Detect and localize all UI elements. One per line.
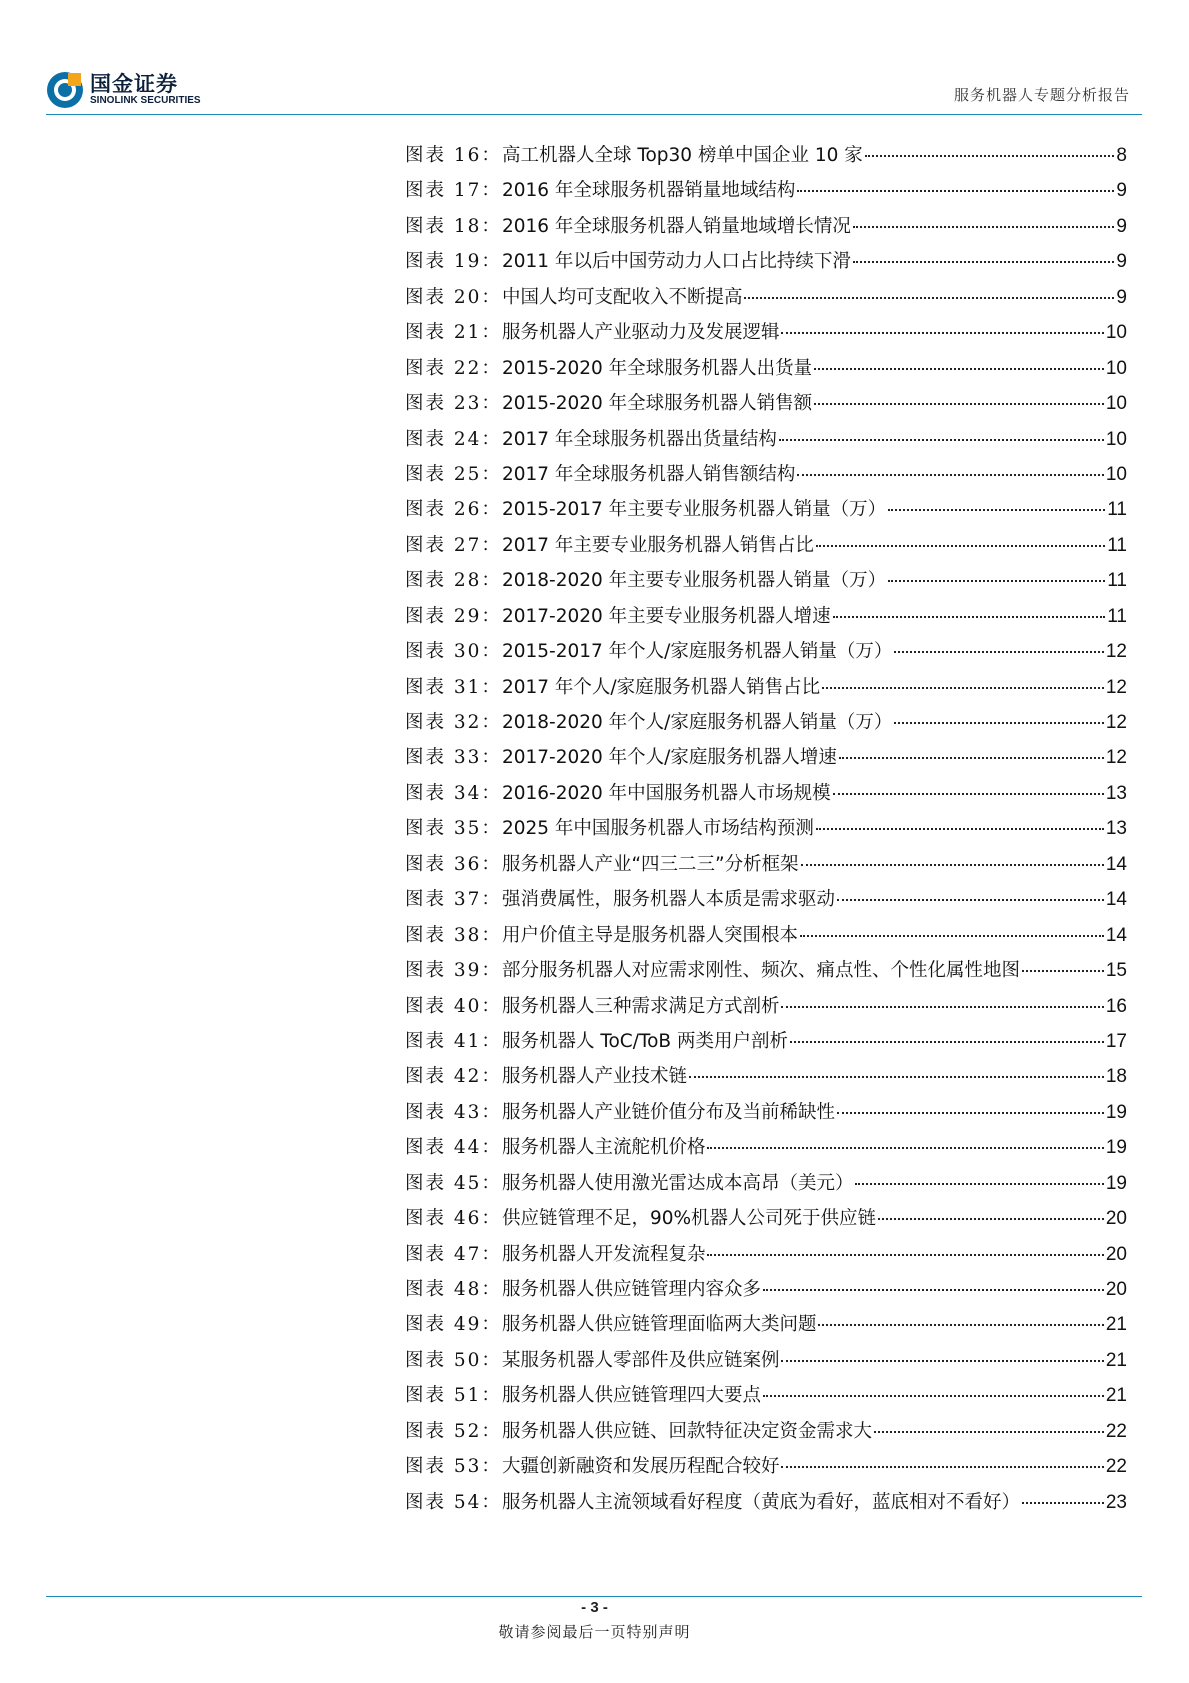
toc-dot-leader xyxy=(744,297,1114,299)
toc-entry-title: 2017-2020 年主要专业服务机器人增速 xyxy=(501,605,831,627)
toc-entry-page-number: 12 xyxy=(1105,676,1127,698)
toc-dot-leader xyxy=(781,1466,1103,1468)
toc-entry-page-number: 19 xyxy=(1105,1101,1127,1123)
toc-entry-page-number: 13 xyxy=(1105,782,1127,804)
toc-entry-label: 图表 44 xyxy=(405,1137,482,1159)
toc-entry-title: 供应链管理不足，90%机器人公司死于供应链 xyxy=(501,1208,877,1230)
toc-dot-leader xyxy=(853,261,1115,263)
toc-dot-leader xyxy=(797,474,1103,476)
toc-entry-label: 图表 21 xyxy=(405,322,482,344)
toc-entry[interactable] xyxy=(405,495,1127,530)
toc-entry-separator: ： xyxy=(481,1243,500,1265)
toc-entry-separator: ： xyxy=(481,1420,500,1442)
toc-entry-title: 2017 年全球服务机器人销售额结构 xyxy=(501,463,796,485)
toc-entry[interactable] xyxy=(405,1417,1127,1452)
toc-entry-label: 图表 28 xyxy=(405,570,482,592)
toc-entry[interactable] xyxy=(405,141,1127,176)
toc-entry-label: 图表 54 xyxy=(405,1491,482,1513)
toc-dot-leader xyxy=(781,1360,1103,1362)
toc-dot-leader xyxy=(689,1076,1104,1078)
toc-dot-leader xyxy=(781,1006,1103,1008)
toc-dot-leader xyxy=(837,1112,1104,1114)
toc-entry-label: 图表 45 xyxy=(405,1172,482,1194)
toc-entry[interactable] xyxy=(405,1027,1127,1062)
toc-entry-separator: ： xyxy=(481,960,500,982)
toc-entry-page-number: 14 xyxy=(1105,853,1127,875)
toc-dot-leader xyxy=(1022,970,1104,972)
toc-entry-title: 服务机器人产业技术链 xyxy=(501,1066,687,1088)
toc-entry-separator: ： xyxy=(481,215,500,237)
toc-entry-label: 图表 24 xyxy=(405,428,482,450)
toc-entry-page-number: 11 xyxy=(1107,570,1127,592)
toc-entry[interactable] xyxy=(405,1346,1127,1381)
toc-entry-label: 图表 49 xyxy=(405,1314,482,1336)
toc-dot-leader xyxy=(814,403,1104,405)
toc-entry-label: 图表 39 xyxy=(405,960,482,982)
toc-entry[interactable] xyxy=(405,247,1127,282)
toc-entry-title: 2025 年中国服务机器人市场结构预测 xyxy=(501,818,814,840)
toc-entry-page-number: 8 xyxy=(1116,145,1127,166)
toc-entry-title: 2017-2020 年个人/家庭服务机器人增速 xyxy=(501,747,837,769)
toc-entry-separator: ： xyxy=(481,889,500,911)
toc-dot-leader xyxy=(801,864,1104,866)
toc-entry-label: 图表 27 xyxy=(405,534,482,556)
toc-entry-title: 2015-2017 年主要专业服务机器人销量（万） xyxy=(501,499,887,521)
toc-dot-leader xyxy=(822,687,1104,689)
toc-dot-leader xyxy=(816,545,1105,547)
toc-entry-title: 服务机器人供应链管理内容众多 xyxy=(501,1279,761,1300)
toc-entry[interactable] xyxy=(405,283,1127,318)
toc-dot-leader xyxy=(707,1147,1103,1149)
toc-entry-title: 服务机器人产业链价值分布及当前稀缺性 xyxy=(501,1101,835,1123)
toc-entry[interactable] xyxy=(405,212,1127,247)
toc-entry[interactable] xyxy=(405,1169,1127,1204)
toc-entry-label: 图表 50 xyxy=(405,1349,482,1371)
toc-entry-separator: ： xyxy=(481,499,500,521)
toc-entry-page-number: 13 xyxy=(1105,818,1127,840)
toc-entry-title: 服务机器人主流领域看好程度（黄底为看好，蓝底相对不看好） xyxy=(501,1491,1020,1513)
toc-entry-separator: ： xyxy=(481,1208,500,1230)
toc-entry[interactable] xyxy=(405,531,1127,566)
toc-entry-label: 图表 51 xyxy=(405,1385,482,1407)
toc-entry-separator: ： xyxy=(481,1491,500,1513)
toc-entry-label: 图表 31 xyxy=(405,676,482,698)
toc-entry-label: 图表 18 xyxy=(405,215,482,237)
toc-entry-page-number: 22 xyxy=(1105,1456,1127,1478)
toc-entry-label: 图表 36 xyxy=(405,853,482,875)
toc-entry-title: 某服务机器人零部件及供应链案例 xyxy=(501,1349,780,1371)
toc-dot-leader xyxy=(888,580,1105,582)
toc-entry-title: 中国人均可支配收入不断提高 xyxy=(501,286,743,308)
toc-entry-separator: ： xyxy=(481,605,500,627)
toc-entry-separator: ： xyxy=(481,995,500,1017)
toc-entry[interactable] xyxy=(405,956,1127,991)
footer-divider xyxy=(46,1596,1142,1597)
toc-entry-separator: ： xyxy=(481,534,500,556)
toc-dot-leader xyxy=(855,1183,1103,1185)
toc-entry-page-number: 14 xyxy=(1105,924,1127,946)
toc-entry-title: 2017 年主要专业服务机器人销售占比 xyxy=(501,534,814,556)
toc-entry-title: 高工机器人全球 Top30 榜单中国企业 10 家 xyxy=(501,145,863,166)
toc-entry[interactable] xyxy=(405,176,1127,211)
toc-entry-page-number: 12 xyxy=(1105,641,1127,663)
toc-entry-title: 服务机器人产业“四三二三”分析框架 xyxy=(501,853,799,875)
toc-dot-leader xyxy=(878,1218,1104,1220)
toc-entry-title: 2015-2017 年个人/家庭服务机器人销量（万） xyxy=(501,641,893,663)
toc-entry[interactable] xyxy=(405,1452,1127,1487)
toc-entry[interactable] xyxy=(405,1488,1127,1523)
logo-english-name: SINOLINK SECURITIES xyxy=(90,95,201,106)
toc-entry-title: 2017 年个人/家庭服务机器人销售占比 xyxy=(501,676,821,698)
toc-entry-page-number: 16 xyxy=(1105,995,1127,1017)
toc-entry-separator: ： xyxy=(481,1137,500,1159)
toc-entry[interactable] xyxy=(405,743,1127,778)
toc-entry-title: 服务机器人供应链管理面临两大类问题 xyxy=(501,1314,817,1336)
toc-entry-label: 图表 35 xyxy=(405,818,482,840)
toc-entry[interactable] xyxy=(405,814,1127,849)
toc-entry-title: 2017 年全球服务机器出货量结构 xyxy=(501,428,777,450)
toc-dot-leader xyxy=(816,828,1104,830)
toc-entry-separator: ： xyxy=(481,924,500,946)
toc-entry[interactable] xyxy=(405,602,1127,637)
page-number: - 3 - xyxy=(581,1599,608,1616)
toc-entry-label: 图表 53 xyxy=(405,1456,482,1478)
toc-dot-leader xyxy=(865,155,1115,157)
toc-entry-page-number: 10 xyxy=(1105,393,1127,415)
toc-entry-label: 图表 41 xyxy=(405,1030,482,1052)
toc-dot-leader xyxy=(833,616,1106,618)
toc-entry-separator: ： xyxy=(481,1172,500,1194)
toc-entry-page-number: 21 xyxy=(1105,1314,1127,1336)
toc-entry-title: 2018-2020 年主要专业服务机器人销量（万） xyxy=(501,570,887,592)
toc-entry[interactable] xyxy=(405,921,1127,956)
toc-entry-separator: ： xyxy=(481,286,500,308)
toc-entry-title: 2015-2020 年全球服务机器人出货量 xyxy=(501,357,813,379)
toc-entry[interactable] xyxy=(405,1062,1127,1097)
toc-entry[interactable] xyxy=(405,318,1127,353)
toc-entry-label: 图表 34 xyxy=(405,782,482,804)
page-header xyxy=(46,66,1142,116)
toc-entry-label: 图表 38 xyxy=(405,924,482,946)
toc-entry-label: 图表 42 xyxy=(405,1066,482,1088)
toc-entry[interactable] xyxy=(405,1275,1127,1310)
toc-entry-separator: ： xyxy=(481,180,500,202)
toc-entry-page-number: 19 xyxy=(1105,1137,1127,1159)
toc-entry-page-number: 20 xyxy=(1105,1208,1127,1230)
toc-entry-title: 服务机器人供应链、回款特征决定资金需求大 xyxy=(501,1420,872,1442)
toc-entry-label: 图表 52 xyxy=(405,1420,482,1442)
toc-entry-page-number: 14 xyxy=(1105,889,1127,911)
toc-entry-title: 2011 年以后中国劳动力人口占比持续下滑 xyxy=(501,251,851,273)
toc-entry[interactable] xyxy=(405,673,1127,708)
toc-entry-label: 图表 37 xyxy=(405,889,482,911)
toc-entry-separator: ： xyxy=(481,641,500,663)
toc-dot-leader xyxy=(833,793,1104,795)
toc-entry[interactable] xyxy=(405,885,1127,920)
company-logo xyxy=(46,68,218,110)
toc-dot-leader xyxy=(779,439,1104,441)
toc-entry[interactable] xyxy=(405,389,1127,424)
toc-entry[interactable] xyxy=(405,460,1127,495)
toc-entry[interactable] xyxy=(405,1098,1127,1133)
toc-entry-separator: ： xyxy=(481,1385,500,1407)
toc-entry-separator: ： xyxy=(481,428,500,450)
toc-entry-title: 服务机器人产业驱动力及发展逻辑 xyxy=(501,322,780,344)
toc-entry-title: 部分服务机器人对应需求刚性、频次、痛点性、个性化属性地图 xyxy=(501,960,1020,982)
toc-entry-title: 大疆创新融资和发展历程配合较好 xyxy=(501,1456,780,1478)
toc-entry-page-number: 20 xyxy=(1105,1279,1127,1300)
toc-entry-page-number: 12 xyxy=(1105,712,1127,733)
toc-entry-page-number: 23 xyxy=(1105,1491,1127,1513)
toc-entry-title: 服务机器人供应链管理四大要点 xyxy=(501,1385,761,1407)
toc-entry-title: 服务机器人使用激光雷达成本高昂（美元） xyxy=(501,1172,854,1194)
toc-entry-page-number: 12 xyxy=(1105,747,1127,769)
toc-entry-separator: ： xyxy=(481,853,500,875)
toc-entry-separator: ： xyxy=(481,463,500,485)
toc-entry-separator: ： xyxy=(481,145,500,166)
toc-dot-leader xyxy=(818,1324,1103,1326)
toc-entry-label: 图表 47 xyxy=(405,1243,482,1265)
toc-entry-page-number: 10 xyxy=(1105,463,1127,485)
toc-entry-label: 图表 46 xyxy=(405,1208,482,1230)
toc-entry-title: 服务机器人主流舵机价格 xyxy=(501,1137,706,1159)
figure-index-list xyxy=(405,141,1127,1523)
toc-entry[interactable] xyxy=(405,1381,1127,1416)
toc-entry-separator: ： xyxy=(481,1314,500,1336)
toc-entry-page-number: 10 xyxy=(1105,357,1127,379)
toc-entry[interactable] xyxy=(405,566,1127,601)
toc-entry-separator: ： xyxy=(481,676,500,698)
toc-entry-label: 图表 48 xyxy=(405,1279,482,1300)
toc-entry-separator: ： xyxy=(481,818,500,840)
toc-entry-title: 2018-2020 年个人/家庭服务机器人销量（万） xyxy=(501,712,893,733)
toc-dot-leader xyxy=(707,1254,1103,1256)
toc-entry-label: 图表 26 xyxy=(405,499,482,521)
toc-entry-separator: ： xyxy=(481,251,500,273)
toc-dot-leader xyxy=(781,332,1103,334)
toc-entry-title: 用户价值主导是服务机器人突围根本 xyxy=(501,924,798,946)
toc-entry-page-number: 17 xyxy=(1105,1030,1127,1052)
toc-entry[interactable] xyxy=(405,425,1127,460)
toc-entry-page-number: 11 xyxy=(1107,499,1127,521)
toc-entry-page-number: 18 xyxy=(1105,1066,1127,1088)
toc-entry-page-number: 10 xyxy=(1105,322,1127,344)
toc-entry-page-number: 11 xyxy=(1107,534,1127,556)
toc-entry-page-number: 20 xyxy=(1105,1243,1127,1265)
toc-dot-leader xyxy=(790,1041,1104,1043)
toc-dot-leader xyxy=(763,1395,1104,1397)
toc-entry-page-number: 21 xyxy=(1105,1349,1127,1371)
toc-entry-separator: ： xyxy=(481,1349,500,1371)
toc-entry-separator: ： xyxy=(481,570,500,592)
toc-entry-page-number: 11 xyxy=(1107,605,1127,627)
toc-dot-leader xyxy=(1022,1502,1104,1504)
toc-entry-label: 图表 22 xyxy=(405,357,482,379)
toc-entry-separator: ： xyxy=(481,1101,500,1123)
toc-dot-leader xyxy=(763,1289,1104,1291)
toc-entry-separator: ： xyxy=(481,322,500,344)
toc-entry-title: 服务机器人 ToC/ToB 两类用户剖析 xyxy=(501,1030,788,1052)
header-divider xyxy=(46,114,1142,115)
toc-entry-title: 服务机器人三种需求满足方式剖析 xyxy=(501,995,780,1017)
toc-dot-leader xyxy=(797,190,1114,192)
toc-entry-page-number: 9 xyxy=(1116,251,1127,273)
toc-entry-title: 2016 年全球服务机器人销量地域增长情况 xyxy=(501,215,851,237)
toc-entry-separator: ： xyxy=(481,1279,500,1300)
toc-entry-label: 图表 16 xyxy=(405,145,482,166)
toc-entry-page-number: 15 xyxy=(1105,960,1127,982)
toc-dot-leader xyxy=(839,757,1104,759)
toc-entry-separator: ： xyxy=(481,1456,500,1478)
toc-entry[interactable] xyxy=(405,992,1127,1027)
toc-entry[interactable] xyxy=(405,637,1127,672)
toc-entry-separator: ： xyxy=(481,747,500,769)
report-title: 服务机器人专题分析报告 xyxy=(953,86,1130,104)
toc-entry-page-number: 9 xyxy=(1116,286,1127,308)
toc-entry-label: 图表 29 xyxy=(405,605,482,627)
toc-entry-label: 图表 25 xyxy=(405,463,482,485)
toc-dot-leader xyxy=(874,1431,1104,1433)
toc-entry-title: 2015-2020 年全球服务机器人销售额 xyxy=(501,393,813,415)
toc-entry-title: 服务机器人开发流程复杂 xyxy=(501,1243,706,1265)
toc-entry[interactable] xyxy=(405,1204,1127,1239)
toc-entry-label: 图表 30 xyxy=(405,641,482,663)
toc-entry-page-number: 22 xyxy=(1105,1420,1127,1442)
toc-dot-leader xyxy=(888,509,1105,511)
sinolink-logo-icon xyxy=(46,71,84,109)
toc-entry[interactable] xyxy=(405,779,1127,814)
toc-dot-leader xyxy=(814,368,1104,370)
toc-entry-separator: ： xyxy=(481,1066,500,1088)
toc-entry-label: 图表 33 xyxy=(405,747,482,769)
toc-entry-separator: ： xyxy=(481,1030,500,1052)
toc-entry-page-number: 21 xyxy=(1105,1385,1127,1407)
toc-dot-leader xyxy=(894,651,1103,653)
toc-dot-leader xyxy=(837,899,1104,901)
footer-disclaimer: 敬请参阅最后一页特别声明 xyxy=(498,1623,691,1641)
toc-entry-title: 强消费属性，服务机器人本质是需求驱动 xyxy=(501,889,835,911)
toc-dot-leader xyxy=(894,722,1103,724)
toc-entry-page-number: 10 xyxy=(1105,428,1127,450)
toc-entry-label: 图表 23 xyxy=(405,393,482,415)
toc-entry-label: 图表 17 xyxy=(405,180,482,202)
toc-entry-label: 图表 19 xyxy=(405,251,482,273)
toc-entry-separator: ： xyxy=(481,712,500,733)
toc-entry-page-number: 19 xyxy=(1105,1172,1127,1194)
toc-dot-leader xyxy=(853,226,1115,228)
toc-entry-title: 2016-2020 年中国服务机器人市场规模 xyxy=(501,782,831,804)
toc-entry-separator: ： xyxy=(481,393,500,415)
toc-entry[interactable] xyxy=(405,850,1127,885)
toc-entry-label: 图表 43 xyxy=(405,1101,482,1123)
toc-entry-separator: ： xyxy=(481,357,500,379)
logo-chinese-name: 国金证券 xyxy=(90,72,178,96)
toc-entry-separator: ： xyxy=(481,782,500,804)
toc-entry-label: 图表 40 xyxy=(405,995,482,1017)
toc-entry-page-number: 9 xyxy=(1116,215,1127,237)
toc-entry[interactable] xyxy=(405,1240,1127,1275)
toc-dot-leader xyxy=(800,935,1104,937)
toc-entry[interactable] xyxy=(405,1310,1127,1345)
toc-entry[interactable] xyxy=(405,1133,1127,1168)
toc-entry-label: 图表 32 xyxy=(405,712,482,733)
toc-entry-title: 2016 年全球服务机器销量地域结构 xyxy=(501,180,796,202)
toc-entry[interactable] xyxy=(405,708,1127,743)
toc-entry-page-number: 9 xyxy=(1116,180,1127,202)
toc-entry[interactable] xyxy=(405,354,1127,389)
toc-entry-label: 图表 20 xyxy=(405,286,482,308)
